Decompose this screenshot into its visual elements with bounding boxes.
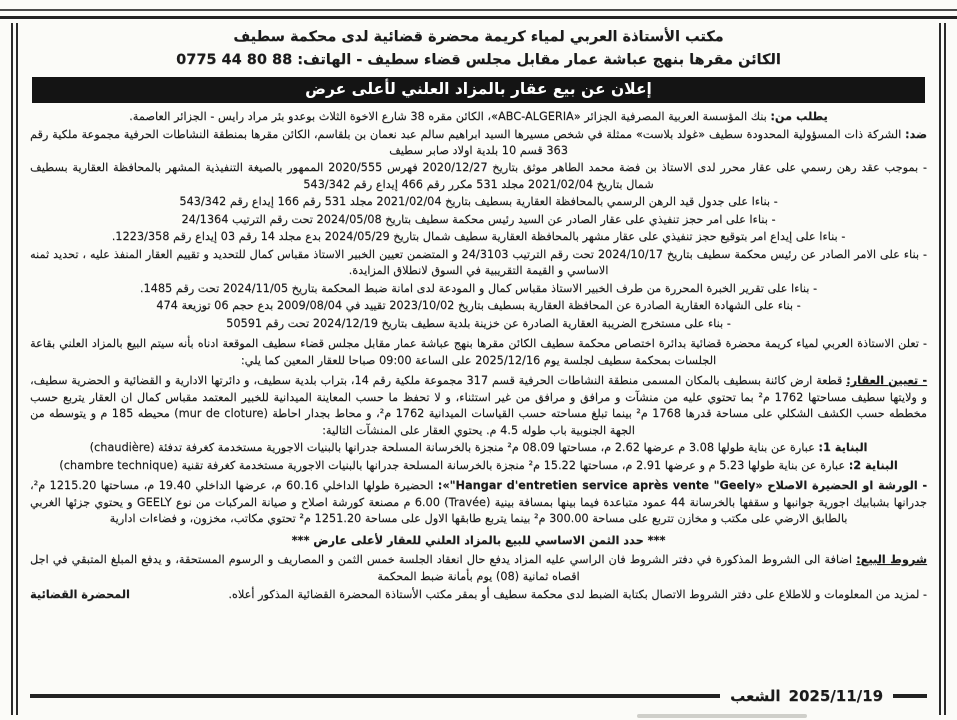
para-label: - تعيين العقار: [846,374,928,388]
para-defendant [30,127,927,160]
para-text: - تعلن الاستاذة العربي لمياء كريمة محضرة قضائية بدائرة اختصاص محكمة سطيف الكائن مقرها بنهج عباشة عمار مقابل مجلس قضاء سطيف الموقعة ادناه بأنه سيتم البيع بالمزاد العلني بقاعة الجلسات بمحكمة سطيف لجلسة يوم 2025/12/16 على الساعة 09:00 صباحا للعقار المعين كما يلي: [30,337,927,367]
footer-newspaper-name: الشعب [730,687,781,705]
top-rule-thin [0,9,957,11]
para-text: الشركة ذات المسؤولية المحدودة سطيف «غولد بلاست» ممثلة في شخص مسيرها السيد ابراهيم سالم عبد نعمان بن بلقاسم، الكائن مقرها بمنطقة النشاطات الحرفية مجموعة ملكية رقم 363 قسم 10 بلدية اولاد صابر سطيف [30,127,902,157]
para-text: - بناءا على جدول قيد الرهن الرسمي بالمحافظة العقارية بسطيف بتاريخ 2021/02/04 مجلد 531 رقم 166 إيداع رقم 543/342 [179,195,778,209]
para-more-info [30,587,927,603]
para-text: - لمزيد من المعلومات و للاطلاع على دفتر الشروط الاتصال بكتابة الضبط لدى محكمة سطيف أو بمقر مكتب الأستاذة المحضرة القضائية المذكور أعلاه. [228,588,927,602]
para-property-certificate [30,298,927,314]
para-building-2 [30,458,927,474]
para-label: البناية 1: [818,441,868,455]
para-property-designation [30,373,927,439]
para-seizure-order [30,212,927,228]
office-address: الكائن مقرها بنهج عباشة عمار مقابل مجلس قضاء سطيف - الهاتف: [297,52,781,69]
para-label: - الورشة او الحضيرة الاصلاح «Hangar d'entretien service après vente "Geely"»: [437,479,928,493]
para-hangar [30,478,927,527]
para-text: - بناء على الشهادة العقارية الصادرة عن المحافظة العقارية بسطيف بتاريخ 2023/10/02 تقييد في 2009/08/04 بدع حجم 06 توزيعة 474 [156,299,801,313]
para-text: - بناءا على إيداع امر بتوقيع حجز تنفيذي على عقار مشهر بالمحافظة العقارية سطيف شمال بتاريخ 2024/05/29 بدع مجلد 14 رقم 03 إيداع رقم 1223/358. [111,230,846,244]
para-label: البناية 2: [848,458,898,472]
para-text: - بناء على مستخرج الضريبة العقارية الصادرة عن خزينة بلدية سطيف بتاريخ 2024/12/19 تحت رقم 50591 [226,316,731,330]
para-label: يطلب من: [770,110,828,124]
para-mortgage-deed [30,160,927,193]
frame-bottom-row [30,687,927,705]
para-text: اضافة الى الشروط المذكورة في دفتر الشروط فان الراسي عليه المزاد يدفع حال انعقاد الجلسة خمس الثمن و المصاريف و الرسوم المستحقة، و يدفع المبلغ المتبقي في اجل اقصاه ثمانية (08) يوم بأمانة ضبط المحكمة [30,553,853,583]
scan-artifact [637,714,807,718]
para-expert-appointment-order [30,247,927,280]
para-text: - بناء على الامر الصادر عن رئيس محكمة سطيف بتاريخ 2024/10/17 تحت رقم الترتيب 24/3103 و المتضمن تعيين الخبير الاستاذ مقباس كمال للتحديد و تقييم العقار المنفذ عليه ، تحديد ثمنه الاساسي و القيمة التقريبية في السوق لانطلاق المزايدة. [30,247,927,278]
para-text: - بناءا على تقرير الخبرة المحررة من طرف الخبير الاستاذ مقباس كمال و المودعة لدى امانة ضبط المحكمة بتاريخ 2024/11/05 تحت رقم 1485. [139,281,818,295]
para-auction-announcement [30,336,927,369]
phone-number: 0775 44 80 88 [176,52,293,69]
para-text: عبارة عن بناية طولها 5.23 م و عرضها 2.91 م، مساحتها 15.22 م² منجزة بالخرسانة المسلحة جدرانها بالبنيات الاجورية مستخدمة كغرفة تقنية (chambre technique) [59,458,846,472]
para-sale-conditions [30,552,927,585]
para-text: الحضيرة طولها الداخلي 60.16 م، عرضها الداخلي 19.40 م، مساحتها 1215.20 م²، جدرانها بشبابيك اجورية جوانبها و سقفها بالخرسانة 44 عمود متباعدة فيما بينها بمسافة بينية (Travée) 6.00 م مصنعة كورشة اصلاح و صيانة المركبات من نوع GEELY و يحتوي جزئها الغربي بالطابق الارضي على مكتب و مخازن تتربع على مساحة 300.00 م² بينما يتربع طابقها الاول على مساحة 1251.20 م² تحتوي مكاتب، مخزون، و فضاءات ادارية [30,479,927,526]
bailiff-signature: المحضرة القضائية [30,588,130,602]
para-base-price [30,533,927,549]
para-building-1 [30,440,927,456]
auction-banner-title: إعلان عن بيع عقار بالمزاد العلني لأعلى عرض [32,77,925,103]
footer-date: 2025/11/19 [788,687,883,705]
para-text: بنك المؤسسة العربية المصرفية الجزائر «ABC-ALGERIA»، الكائن مقره 38 شارع الاخوة الثلاث بوعدو بئر مراد رايس - الجزائر العاصمة. [129,110,767,124]
frame-bottom-rule-short [893,694,927,698]
para-text: - بموجب عقد رهن رسمي على عقار محرر لدى الاستاذ بن فضة محمد الطاهر موثق بتاريخ 2020/12/27 فهرس 2020/555 الممهور بالصيغة التنفيذية المشهر بالمحافظة العقارية بسطيف شمال بتاريخ 2021/02/04 مجلد 531 مكرر رقم 466 إيداع رقم 543/342 [30,161,927,191]
para-text: قطعة ارض كائنة بسطيف بالمكان المسمى منطقة النشاطات الحرفية قسم 317 مجموعة ملكية رقم 14، بتراب بلدية سطيف، و دائرتها الادارية و القضائية و الحضرية سطيف، و ولايتها سطيف مساحتها 1762 م² بما تحتوي عليه من منشآت و مرافق و مرافق من غير استثناء، و لا تحفظ ما حسب المعاينة الميدانية للخبير المعتمد مقباس كمال ان العقار يتربع حسب مخططه حسب الكشف الشكلي على مساحة قدرها 1768 م² بينما تبلغ مساحته حسب القياسات الميدانية 1762 م²، و محاط بجدار احاطة (mur de cloture) محيطه 185 م و يتوسطه من الجهة الجنوبية باب طوله 4.5 م. يحتوي العقار على المنشآت التالية: [30,374,928,437]
top-rule-thick [0,16,957,19]
footer-publication [730,687,883,705]
para-expert-report [30,281,927,297]
para-tax-extract [30,316,927,332]
para-text: - بناءا على امر حجز تنفيذي على عقار الصادر عن السيد رئيس محكمة سطيف بتاريخ 2024/05/08 تحت رقم الترتيب 24/1364 [181,212,776,226]
para-seizure-deposit [30,229,927,245]
office-header-line2 [30,50,927,71]
para-label: ضد: [905,127,927,141]
frame-bottom-rule [30,694,720,698]
para-label: شروط البيع: [856,553,927,567]
para-text: عبارة عن بناية طولها 3.08 م عرضها 2.62 م، مساحتها 08.09 م² منجزة بالخرسانة المسلحة جدرانها بالبنيات الاجورية مستخدمة كغرفة تدفئة (chaudière) [89,441,815,455]
notice-body [30,108,927,604]
para-text: *** حدد الثمن الاساسي للبيع بالمزاد العلني للعقار لأعلى عارض *** [291,533,666,547]
office-header-line1: مكتب الأستاذة العربي لمياء كريمة محضرة قضائية لدى محكمة سطيف [233,29,724,45]
para-plaintiff [30,109,927,125]
notice-frame [11,23,946,715]
para-lien-schedule [30,194,927,210]
